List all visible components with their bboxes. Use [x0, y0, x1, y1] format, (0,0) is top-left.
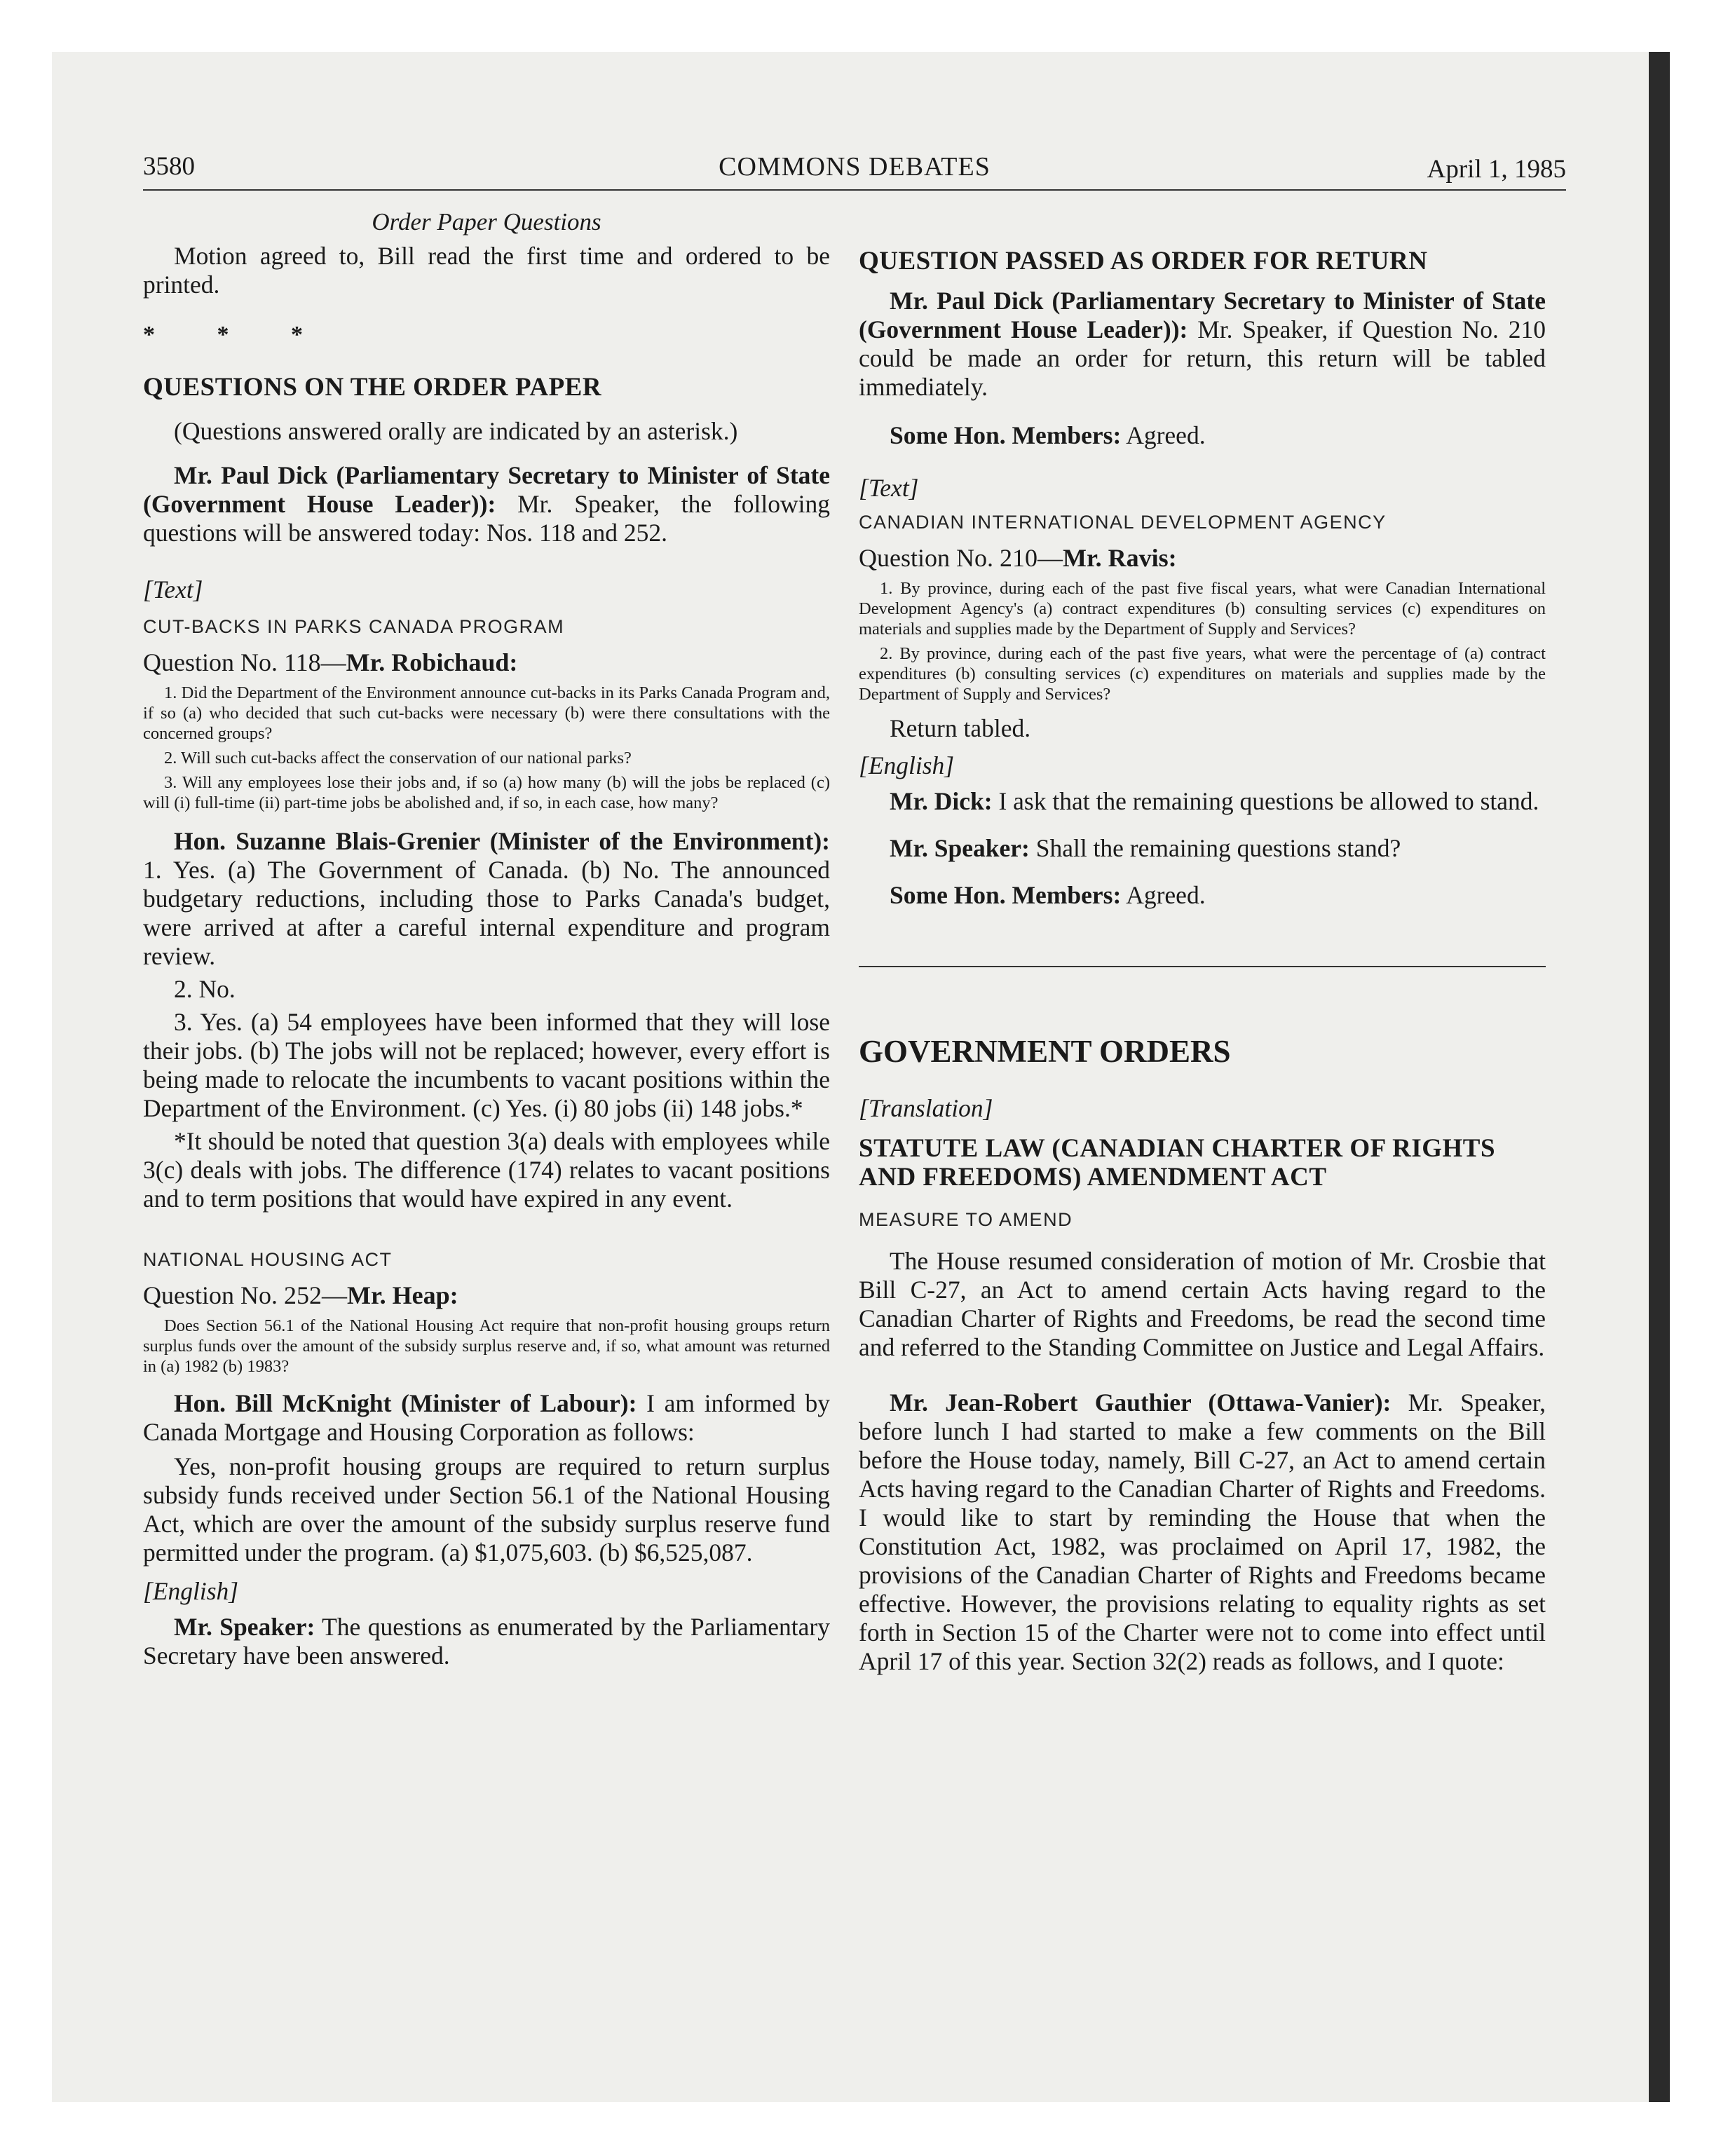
page-header	[143, 151, 1566, 193]
answer-mcknight	[143, 1389, 830, 1447]
speech-text: Agreed.	[1126, 881, 1206, 909]
question-210-part-2: 2. By province, during each of the past five years, what were the percentage of (a) contract expenditures (b) consulting services (c) expenditures on materials and supplies made by the Department of Supply and Services?	[859, 644, 1546, 704]
speaker-name: Hon. Suzanne Blais-Grenier (Minister of the Environment):	[174, 827, 830, 855]
answer-footnote: *It should be noted that question 3(a) deals with employees while 3(c) deals with jobs. The difference (174) relates to vacant positions and to term positions that would have expired in any event.	[143, 1127, 830, 1213]
question-118-part-3: 3. Will any employees lose their jobs and, if so (a) how many (b) will the jobs be replaced (c) will (i) full-time (ii) part-time jobs be abolished and, if so, in each case, how many?	[143, 773, 830, 812]
question-prefix: Question No. 210—	[859, 544, 1063, 572]
language-tag-english: [English]	[859, 751, 955, 779]
question-member: Mr. Ravis:	[1063, 544, 1177, 572]
section-tag: Order Paper Questions	[372, 208, 601, 236]
speaker-name: Mr. Speaker:	[174, 1613, 315, 1641]
speech-text: Mr. Speaker, before lunch I had started to make a few comments on the Bill before the House today, namely, Bill C-27, an Act to amend certain Acts having regard to the Canadian Charter of Rights and Freedoms. I would like to start by reminding the House that when the Constitution Act, 1982, was proclaimed on April 17, 1982, the provisions of the Canadian Charter of Rights and Freedoms became effective. However, the provisions relating to equality rights as set forth in Section 15 of the Charter were not to come into effect until April 17 of this year. Section 32(2) reads as follows, and I quote:	[859, 1389, 1546, 1675]
speaker-name: Mr. Jean-Robert Gauthier (Ottawa-Vanier):	[890, 1389, 1392, 1417]
speech-gauthier	[859, 1389, 1546, 1676]
question-210-part-1: 1. By province, during each of the past five fiscal years, what were Canadian International Development Agency's (a) contract expenditures (b) consulting services (c) expenditures on materials and supplies made by the Department of Supply and Services?	[859, 579, 1546, 639]
speaker-name: Some Hon. Members:	[890, 421, 1122, 449]
subheading-cida: CANADIAN INTERNATIONAL DEVELOPMENT AGENCY	[859, 512, 1387, 533]
paragraph-resumed: The House resumed consideration of motion of Mr. Crosbie that Bill C-27, an Act to amend certain Acts having regard to the Canadian Charter of Rights and Freedoms, be read the second time and referred to the Standing Committee on Justice and Legal Affairs.	[859, 1247, 1546, 1361]
speaker-name: Mr. Speaker:	[890, 834, 1030, 862]
section-divider	[859, 966, 1546, 967]
page-date: April 1, 1985	[1427, 155, 1566, 184]
question-252-heading	[143, 1281, 830, 1310]
heading-questions-order-paper: QUESTIONS ON THE ORDER PAPER	[143, 373, 602, 402]
heading-government-orders: GOVERNMENT ORDERS	[859, 1034, 1231, 1069]
heading-order-for-return: QUESTION PASSED AS ORDER FOR RETURN	[859, 247, 1428, 275]
question-210-heading	[859, 544, 1546, 573]
paragraph-motion: Motion agreed to, Bill read the first time and ordered to be printed.	[143, 242, 830, 299]
question-member: Mr. Robichaud:	[346, 648, 518, 676]
return-tabled: Return tabled.	[890, 714, 1031, 742]
speech-text: The questions as enumerated by the Parliamentary Secretary have been answered.	[143, 1613, 830, 1670]
paragraph-asterisk-note: (Questions answered orally are indicated by an asterisk.)	[174, 417, 738, 445]
language-tag-text: [Text]	[143, 575, 203, 603]
question-118-part-1: 1. Did the Department of the Environment announce cut-backs in its Parks Canada Program and, if so (a) who decided that such cut-backs were necessary (b) were there consultations with the concerned groups?	[143, 683, 830, 743]
header-rule	[143, 189, 1566, 191]
answer-3: 3. Yes. (a) 54 employees have been informed that they will lose their jobs. (b) The jobs will not be replaced; however, every effort is being made to relocate the incumbents to vacant positions within the Department of the Environment. (c) Yes. (i) 80 jobs (ii) 148 jobs.*	[143, 1008, 830, 1122]
language-tag-translation: [Translation]	[859, 1094, 993, 1122]
question-prefix: Question No. 118—	[143, 648, 346, 676]
speech-text: Shall the remaining questions stand?	[1035, 834, 1401, 862]
speech-text: Mr. Speaker, if Question No. 210 could be made an order for return, this return will be tabled immediately.	[859, 315, 1546, 401]
heading-statute-law-line-1: STATUTE LAW (CANADIAN CHARTER OF RIGHTS	[859, 1134, 1496, 1163]
answer-mcknight-detail: Yes, non-profit housing groups are required to return surplus subsidy funds received under Section 56.1 of the National Housing Act, which are over the amount of the subsidy surplus reserve fund permitted under the program. (a) $1,075,603. (b) $6,525,087.	[143, 1452, 830, 1567]
right-column	[859, 247, 1546, 1676]
question-prefix: Question No. 252—	[143, 1281, 347, 1309]
speech-speaker	[143, 1613, 830, 1670]
speech-text: 1. Yes. (a) The Government of Canada. (b) No. The announced budgetary reductions, including those to Parks Canada's budget, were arrived at after a careful internal expenditure and program review.	[143, 856, 830, 970]
question-118-heading	[143, 648, 830, 677]
speech-dick-return	[859, 287, 1546, 402]
speaker-name: Mr. Paul Dick (Parliamentary Secretary to Minister of State (Government House Leader)):	[859, 287, 1546, 343]
scan-edge-shadow	[1649, 52, 1670, 2102]
speech-text: Agreed.	[1126, 421, 1206, 449]
speech-text: Mr. Speaker, the following questions will be answered today: Nos. 118 and 252.	[143, 490, 831, 547]
speaker-name: Hon. Bill McKnight (Minister of Labour):	[174, 1389, 637, 1417]
publication-title: COMMONS DEBATES	[719, 152, 991, 182]
question-118-part-2: 2. Will such cut-backs affect the conservation of our national parks?	[164, 749, 632, 767]
page-number: 3580	[143, 152, 195, 181]
speaker-name: Mr. Paul Dick (Parliamentary Secretary to Minister of State (Government House Leader)):	[143, 461, 830, 518]
speech-members-agreed-2	[859, 881, 1546, 910]
answer-blais-grenier	[143, 827, 830, 971]
subheading-measure: MEASURE TO AMEND	[859, 1209, 1073, 1230]
subheading-housing: NATIONAL HOUSING ACT	[143, 1249, 393, 1270]
speech-text: I ask that the remaining questions be allowed to stand.	[998, 787, 1539, 815]
language-tag-text: [Text]	[859, 474, 919, 502]
speaker-name: Mr. Dick:	[890, 787, 993, 815]
language-tag-english: [English]	[143, 1577, 239, 1605]
speech-text: I am informed by Canada Mortgage and Housing Corporation as follows:	[143, 1389, 830, 1446]
heading-statute-law-line-2: AND FREEDOMS) AMENDMENT ACT	[859, 1163, 1327, 1192]
subheading-parks: CUT-BACKS IN PARKS CANADA PROGRAM	[143, 616, 565, 637]
speech-speaker-stand	[859, 834, 1546, 863]
speech-dick-stand	[859, 787, 1546, 816]
speech-dick	[143, 461, 830, 547]
left-column	[143, 207, 830, 1670]
question-252-text: Does Section 56.1 of the National Housing Act require that non-profit housing groups return surplus funds over the amount of the subsidy surplus reserve and, if so, what amount was returned in (a) 1982 (b) 1983?	[143, 1316, 830, 1376]
question-member: Mr. Heap:	[347, 1281, 458, 1309]
speaker-name: Some Hon. Members:	[890, 881, 1122, 909]
separator-stars: * * *	[143, 322, 331, 348]
answer-2: 2. No.	[174, 975, 236, 1003]
speech-members-agreed	[859, 421, 1546, 450]
